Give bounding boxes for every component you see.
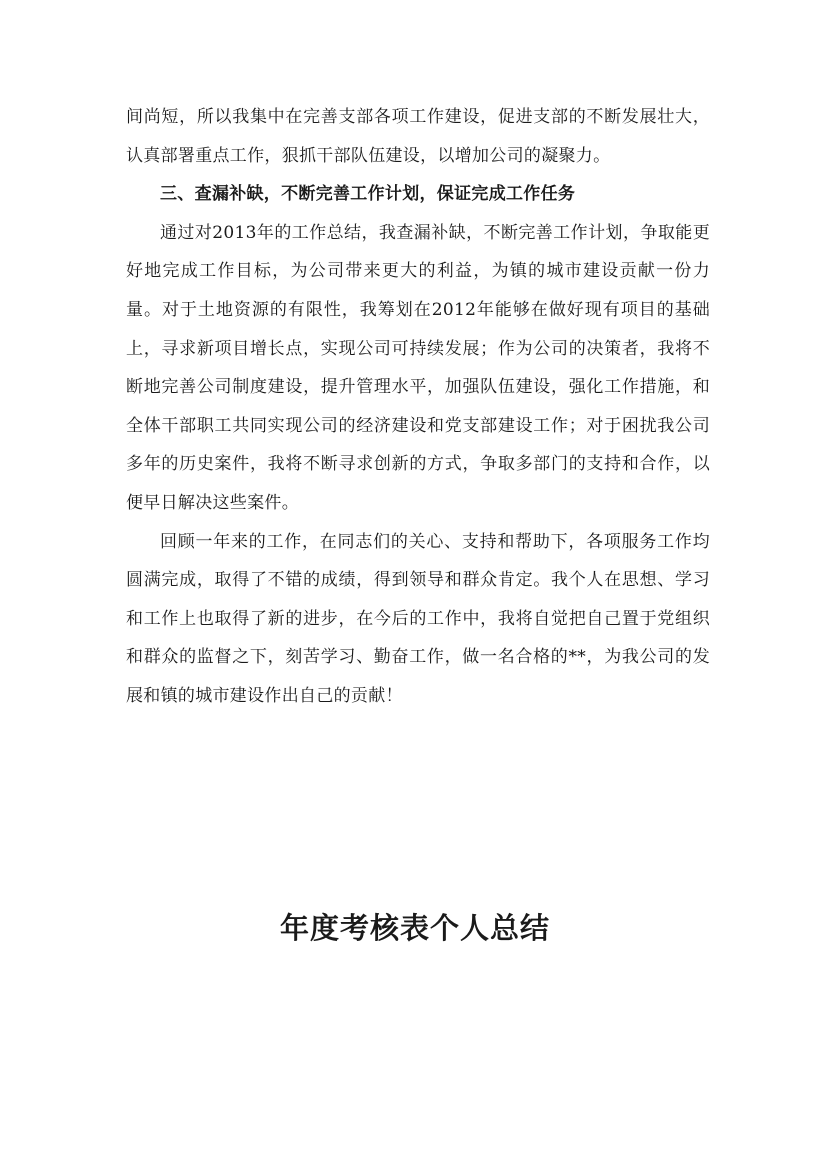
section-heading: 三、查漏补缺，不断完善工作计划，保证完成工作任务 bbox=[160, 184, 576, 205]
document-title: 年度考核表个人总结 bbox=[279, 911, 550, 945]
paragraph-continued: 间尚短，所以我集中在完善支部各项工作建设，促进支部的不断发展壮大，认真部署重点工作，狠抓干部队伍建设，以增加公司的凝聚力。 bbox=[126, 107, 710, 166]
paragraph: 通过对2013年的工作总结，我查漏补缺，不断完善工作计划，争取能更好地完成工作目标，为公司带来更大的利益，为镇的城市建设贡献一份力量。对于土地资源的有限性，我筹划在2012年能够在做好现有项目的基础上，寻求新项目增长点，实现公司可持续发展；作为公司的决策者，我将不断地完善公司制度建设，提升管理水平，加强队伍建设，强化工作措施，和全体干部职工共同实现公司的经济建设和党支部建设工作；对于困扰我公司多年的历史案件，我将不断寻求创新的方式，争取多部门的支持和合作，以便早日解决这些案件。 bbox=[126, 222, 710, 513]
document-body bbox=[126, 98, 710, 716]
paragraph: 回顾一年来的工作，在同志们的关心、支持和帮助下，各项服务工作均圆满完成，取得了不错的成绩，得到领导和群众肯定。我个人在思想、学习和工作上也取得了新的进步，在今后的工作中，我将自觉把自己置于党组织和群众的监督之下，刻苦学习、勤奋工作，做一名合格的**，为我公司的发展和镇的城市建设作出自己的贡献！ bbox=[126, 531, 710, 706]
